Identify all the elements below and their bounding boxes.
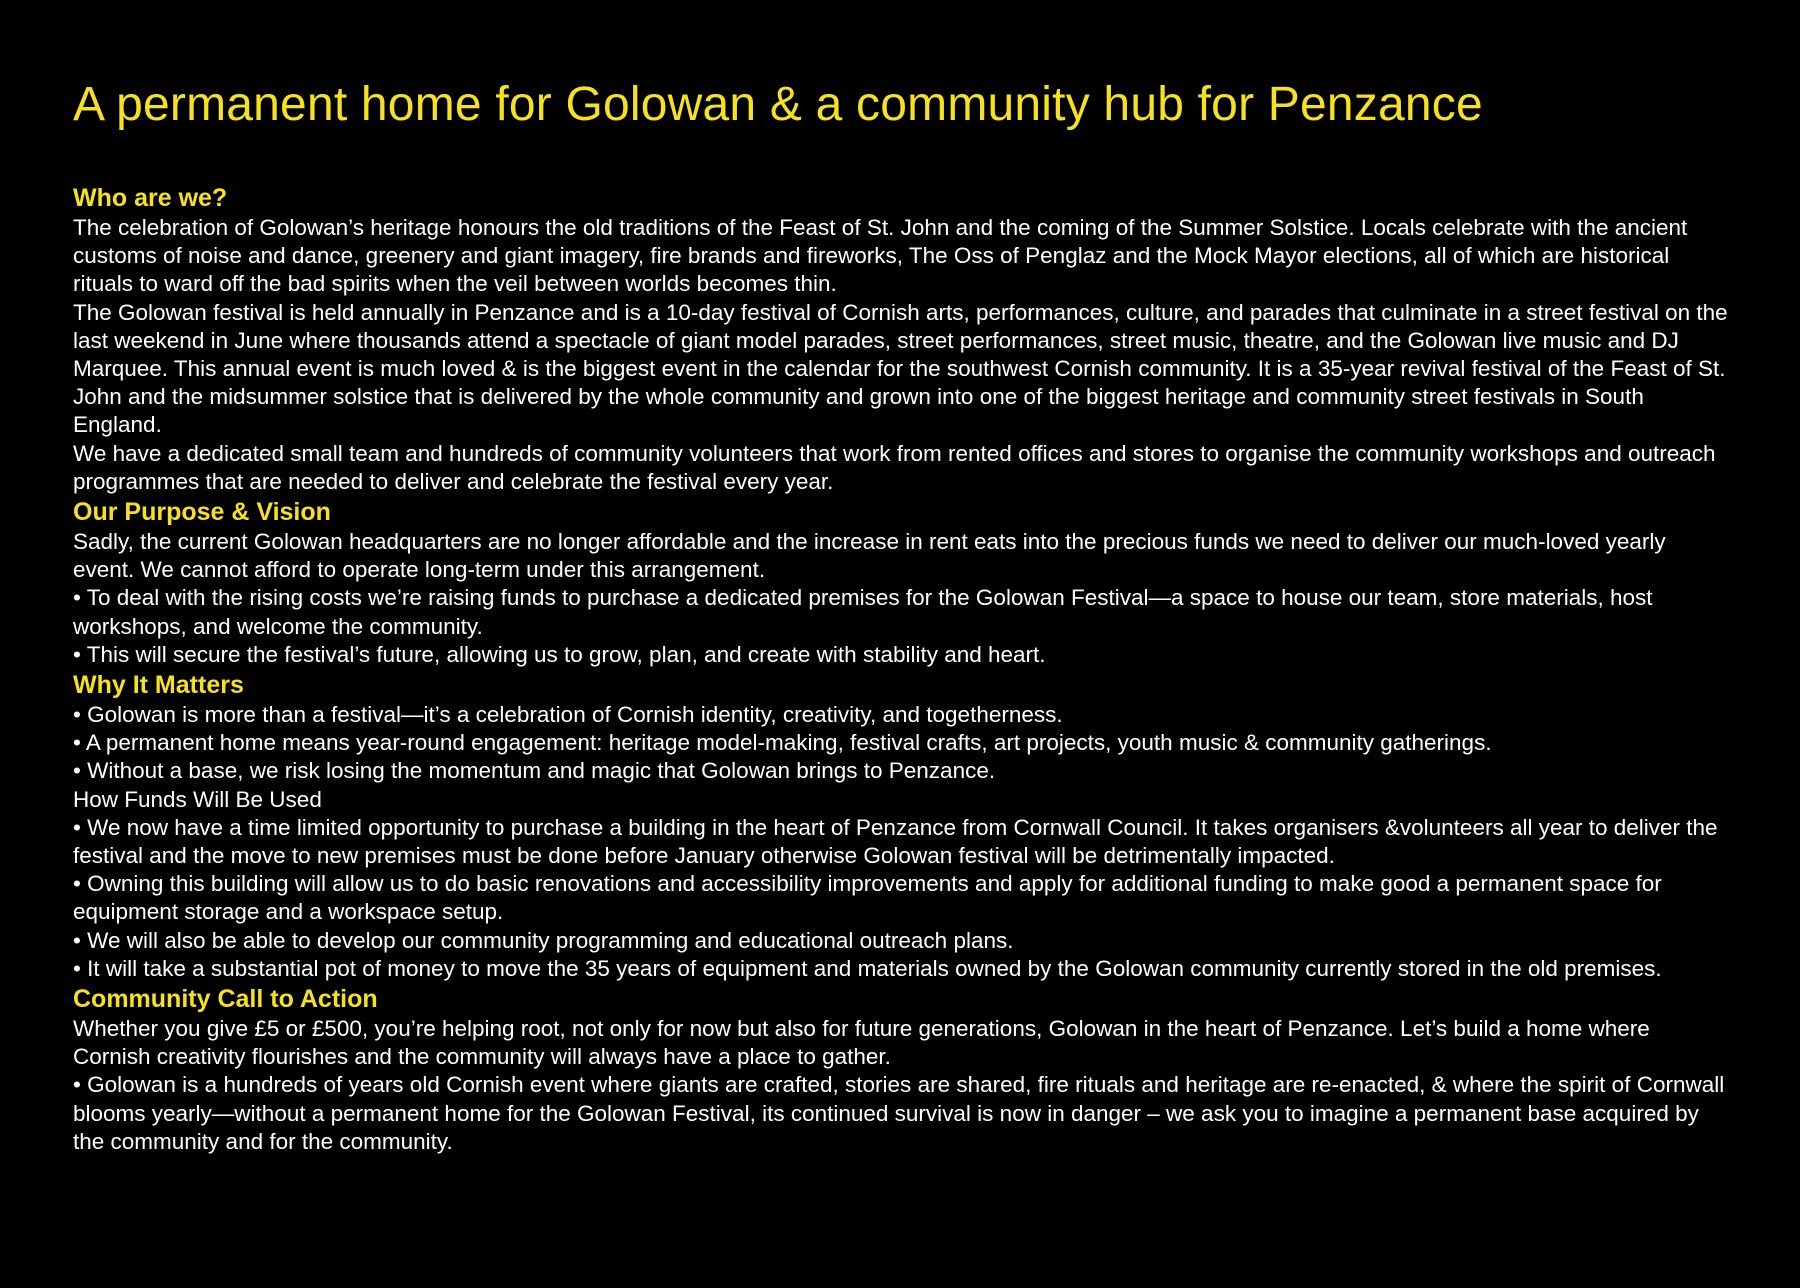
bullet-paragraph: • Owning this building will allow us to do basic renovations and accessibility improvements and apply for additional funding to make good a permanent space for equipment storage and a workspace setup. bbox=[73, 871, 1662, 925]
paragraph: We have a dedicated small team and hundreds of community volunteers that work from rented offices and stores to organise the community workshops and outreach programmes that are needed to deliver and celebrate the festival every year. bbox=[73, 440, 1716, 494]
bullet-paragraph: • Golowan is more than a festival—it’s a celebration of Cornish identity, creativity, and togetherness. bbox=[73, 702, 1063, 728]
bullet-paragraph: • A permanent home means year-round engagement: heritage model-making, festival crafts, art projects, youth music & community gatherings. bbox=[73, 730, 1492, 756]
bullet-paragraph: • Without a base, we risk losing the momentum and magic that Golowan brings to Penzance. bbox=[73, 758, 996, 784]
bullet-paragraph: • We will also be able to develop our community programming and educational outreach plans. bbox=[73, 927, 1014, 953]
subheading-funds: How Funds Will Be Used bbox=[73, 786, 322, 812]
bullet-paragraph: • We now have a time limited opportunity to purchase a building in the heart of Penzance from Cornwall Council. It takes organisers &volunteers all year to deliver the festival and the move to new premises must be done before January otherwise Golowan festival will be detrimentally impacted. bbox=[73, 814, 1718, 869]
bullet-paragraph: • To deal with the rising costs we’re raising funds to purchase a dedicated premises for the Golowan Festival—a space to house our team, store materials, host workshops, and welcome the community. bbox=[73, 585, 1653, 639]
document-body bbox=[73, 182, 1733, 1156]
paragraph: Sadly, the current Golowan headquarters are no longer affordable and the increase in rent eats into the precious funds we need to deliver our much-loved yearly event. We cannot afford to operate long-term under this arrangement. bbox=[73, 529, 1666, 583]
paragraph: Whether you give £5 or £500, you’re helping root, not only for now but also for future generations, Golowan in the heart of Penzance. Let’s build a home where Cornish creativity flourishes and the community will always have a place to gather. bbox=[73, 1016, 1650, 1070]
page-title: A permanent home for Golowan & a community hub for Penzance bbox=[73, 78, 1483, 131]
bullet-paragraph: • This will secure the festival’s future, allowing us to grow, plan, and create with stability and heart. bbox=[73, 641, 1046, 667]
section-heading: Why It Matters bbox=[73, 671, 244, 700]
paragraph: The Golowan festival is held annually in Penzance and is a 10-day festival of Cornish arts, performances, culture, and parades that culminate in a street festival on the last weekend in June where thousands attend a spectacle of giant model parades, street performances, street music, theatre, and the Golowan live music and DJ Marquee. This annual event is much loved & is the biggest event in the calendar for the southwest Cornish community. It is a 35-year revival festival of the Feast of St. John and the midsummer solstice that is delivered by the whole community and grown into one of the biggest heritage and community street festivals in South England. bbox=[73, 299, 1728, 438]
bullet-paragraph: • Golowan is a hundreds of years old Cornish event where giants are crafted, stories are shared, fire rituals and heritage are re-enacted, & where the spirit of Cornwall blooms yearly—without a permanent home for the Golowan Festival, its continued survival is now in danger – we ask you to imagine a permanent base acquired by the community and for the community. bbox=[73, 1072, 1725, 1154]
bullet-paragraph: • It will take a substantial pot of money to move the 35 years of equipment and materials owned by the Golowan community currently stored in the old premises. bbox=[73, 955, 1662, 981]
section-who-are-we bbox=[73, 182, 1733, 496]
section-why-it-matters bbox=[73, 669, 1733, 983]
section-purpose-vision bbox=[73, 496, 1733, 669]
section-heading: Who are we? bbox=[73, 184, 228, 212]
section-heading: Community Call to Action bbox=[73, 985, 378, 1014]
section-call-to-action bbox=[73, 983, 1733, 1156]
section-heading: Our Purpose & Vision bbox=[73, 498, 331, 527]
paragraph: The celebration of Golowan’s heritage honours the old traditions of the Feast of St. John and the coming of the Summer Solstice. Locals celebrate with the ancient customs of noise and dance, greenery and giant imagery, fire brands and fireworks, The Oss of Penglaz and the Mock Mayor elections, all of which are historical rituals to ward off the bad spirits when the veil between worlds becomes thin. bbox=[73, 215, 1688, 297]
